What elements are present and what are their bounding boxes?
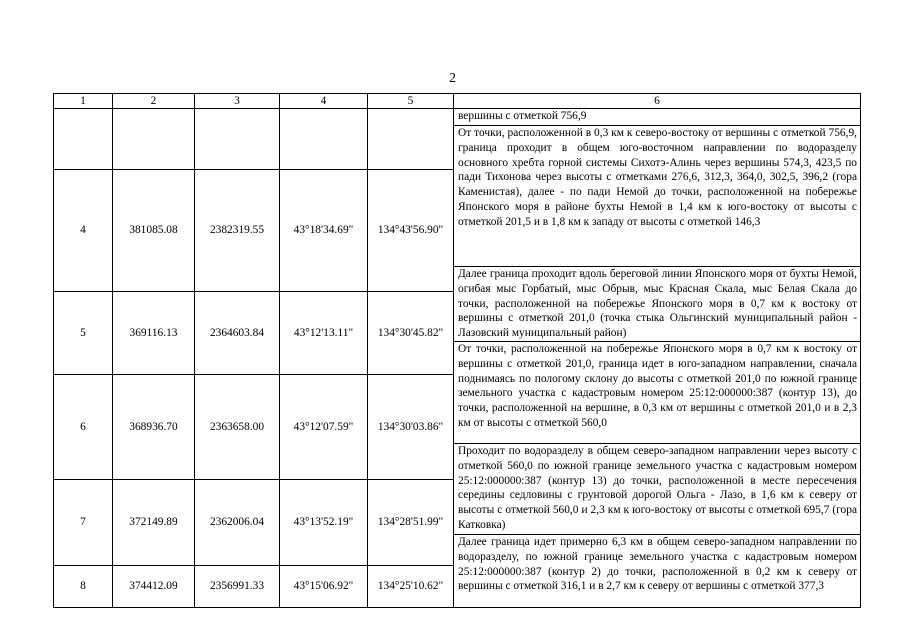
cell-point-number: 7	[54, 480, 113, 566]
column-header: 1	[54, 94, 113, 109]
table-header-row	[54, 94, 861, 109]
cell-empty	[195, 109, 280, 170]
cell-longitude: 134°43'56.90"	[368, 170, 454, 292]
cell-x: 372149.89	[113, 480, 195, 566]
cell-point-number: 5	[54, 292, 113, 375]
cell-point-number: 6	[54, 375, 113, 480]
cell-point-number: 8	[54, 566, 113, 608]
cell-latitude: 43°15'06.92"	[280, 566, 368, 608]
cell-longitude: 134°30'45.82"	[368, 292, 454, 375]
cell-y: 2364603.84	[195, 292, 280, 375]
column-header: 4	[280, 94, 368, 109]
cell-x: 374412.09	[113, 566, 195, 608]
cell-latitude: 43°12'13.11"	[280, 292, 368, 375]
cell-x: 368936.70	[113, 375, 195, 480]
table-row	[54, 109, 861, 126]
cell-y: 2382319.55	[195, 170, 280, 292]
cell-latitude: 43°13'52.19"	[280, 480, 368, 566]
cell-description: От точки, расположенной в 0,3 км к северо-востоку от вершины с отметкой 756,9, граница проходит в общем юго-восточном направлении по водоразделу основного хребта горной системы Сихотэ-Алинь через вершины 574,3, 423,5 по пади Тихонова через высоты с отметками 276,6, 312,3, 364,0, 302,5, 396,2 (гора Каменистая), далее - по пади Немой до точки, расположенной на побережье Японского моря в районе бухты Немой в 1,4 км к юго-востоку от высоты с отметкой 201,5 и в 1,8 км к западу от высоты с отметкой 146,3	[454, 126, 861, 267]
cell-empty	[54, 109, 113, 170]
cell-point-number: 4	[54, 170, 113, 292]
cell-y: 2362006.04	[195, 480, 280, 566]
cell-longitude: 134°28'51.99"	[368, 480, 454, 566]
cell-description: Далее граница идет примерно 6,3 км в общем северо-западном направлении по водоразделу, по южной границе земельного участка с кадастровым номером 25:12:000000:387 (контур 2) до точки, расположенной в 0,2 км к северу от вершины с отметкой 316,1 и в 2,7 км к северу от вершины с отметкой 377,3	[454, 535, 861, 608]
cell-latitude: 43°18'34.69"	[280, 170, 368, 292]
cell-y: 2356991.33	[195, 566, 280, 608]
page-number: 2	[449, 71, 456, 86]
cell-description: Проходит по водоразделу в общем северо-западном направлении через высоту с отметкой 560,0 по южной границе земельного участка с кадастровым номером 25:12:000000:387 (контур 13) до точки, расположенной в месте пересечения середины седловины с грунтовой дорогой Ольга - Лазо, в 1,6 км к северу от высоты с отметкой 560,0 и 2,3 км к юго-востоку от высоты с отметкой 695,7 (гора Катковка)	[454, 444, 861, 535]
boundary-coordinates-table	[53, 93, 861, 608]
cell-empty	[113, 109, 195, 170]
cell-latitude: 43°12'07.59"	[280, 375, 368, 480]
cell-continuation-text: вершины с отметкой 756,9	[454, 109, 861, 126]
cell-y: 2363658.00	[195, 375, 280, 480]
cell-empty	[368, 109, 454, 170]
column-header: 5	[368, 94, 454, 109]
column-header: 2	[113, 94, 195, 109]
cell-x: 381085.08	[113, 170, 195, 292]
column-header: 3	[195, 94, 280, 109]
cell-longitude: 134°30'03.86"	[368, 375, 454, 480]
cell-description: От точки, расположенной на побережье Японского моря в 0,7 км к востоку от вершины с отметкой 201,0, граница идет в юго-западном направлении, сначала поднимаясь по пологому склону до высоты с отметкой 201,0 по южной границе земельного участка с кадастровым номером 25:12:000000:387 (контур 13), до точки, расположенной на вершине, в 0,3 км от вершины с отметкой 201,0 и в 2,3 км от высоты с отметкой 560,0	[454, 342, 861, 444]
cell-x: 369116.13	[113, 292, 195, 375]
cell-longitude: 134°25'10.62"	[368, 566, 454, 608]
cell-description: Далее граница проходит вдоль береговой линии Японского моря от бухты Немой, огибая мыс Горбатый, мыс Обрыв, мыс Красная Скала, мыс Белая Скала до точки, расположенной на побережье Японского моря в 0,7 км к востоку от вершины с отметкой 201,0 (точка стыка Ольгинский муниципальный район - Лазовский муниципальный район)	[454, 267, 861, 342]
column-header: 6	[454, 94, 861, 109]
cell-empty	[280, 109, 368, 170]
